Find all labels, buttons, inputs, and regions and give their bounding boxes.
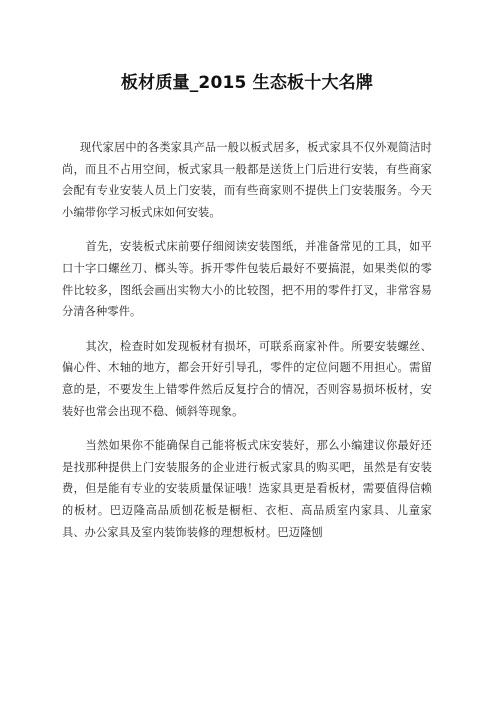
document-title: 板材质量_2015 生态板十大名牌: [120, 73, 374, 93]
paragraph-step-two: 其次，检查时如发现板材有损坏，可联系商家补件。所要安装螺丝、偏心件、木轴的地方，都会开好引导孔，零件的定位问题不用担心。需留意的是，不要发生上错零件然后反复拧合的情况，否则容易损坏板材，安装好也常会出现不稳、倾斜等现象。: [62, 339, 432, 418]
paragraph-intro: 现代家居中的各类家具产品一般以板式居多，板式家具不仅外观简洁时尚，而且不占用空间，板式家具一般都是送货上门后进行安装，有些商家会配有专业安装人员上门安装，而有些商家则不提供上门安装服务。今天小编带你学习板式床如何安装。: [62, 141, 432, 219]
paragraph-recommendation: 当然如果你不能确保自己能将板式床安装好，那么小编建议你最好还是找那种提供上门安装服务的企业进行板式家具的购买吧，虽然是有安装费，但是能有专业的安装质量保证哦！选家具更是看板材，需要值得信赖的板材。巴迈隆高品质刨花板是橱柜、衣柜、高品质室内家具、儿童家具、办公家具及室内装饰装修的理想板材。巴迈隆刨: [62, 439, 432, 539]
document-body: [62, 137, 432, 543]
paragraph-step-one: 首先，安装板式床前要仔细阅读安装图纸，并准备常见的工具，如平口十字口螺丝刀、榔头等。拆开零件包装后最好不要搞混，如果类似的零件比较多，图纸会画出实物大小的比较图，把不用的零件打叉，非常容易分清各种零件。: [62, 240, 432, 319]
